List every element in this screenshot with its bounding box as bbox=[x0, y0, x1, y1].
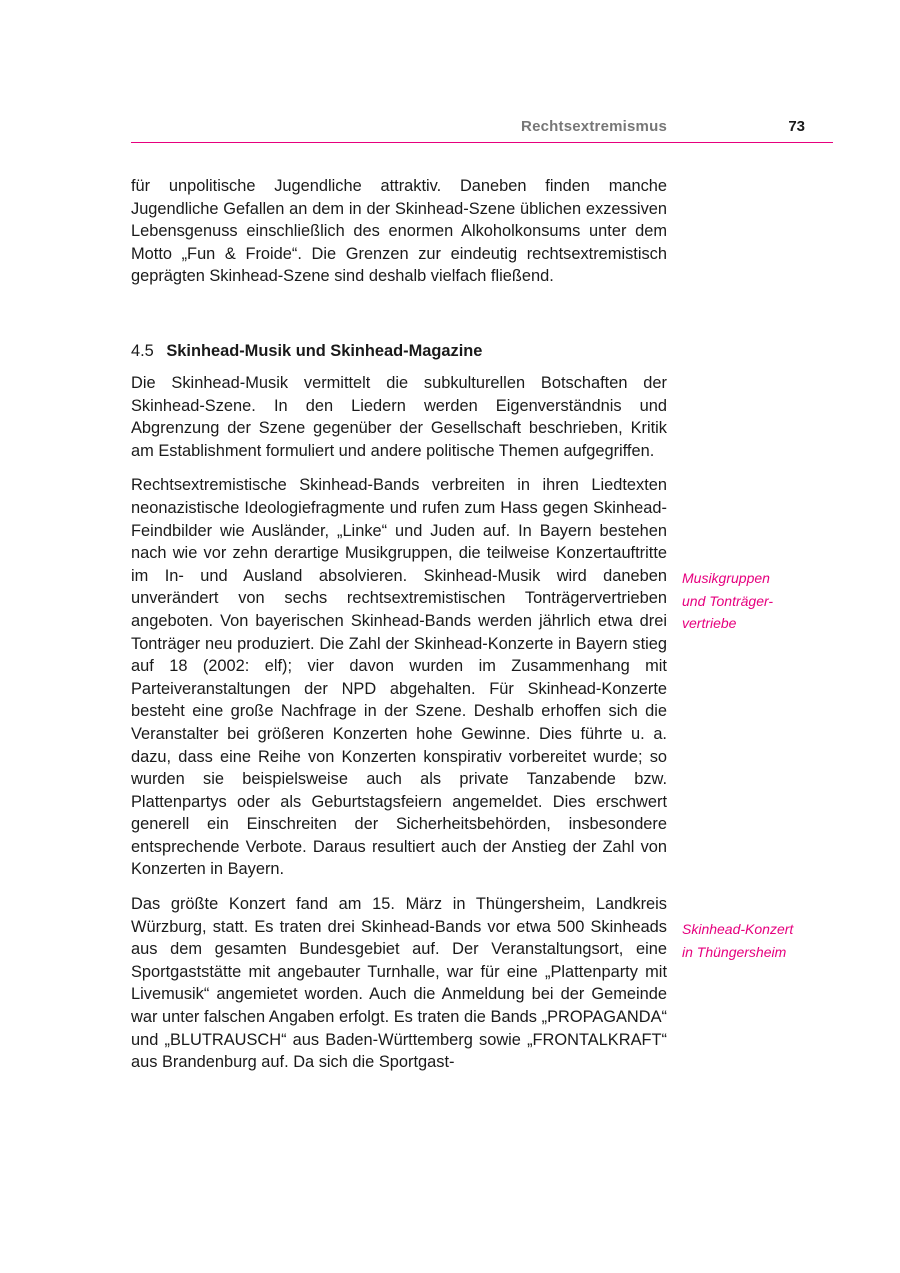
page-number: 73 bbox=[788, 118, 805, 135]
section-number: 4.5 bbox=[131, 342, 154, 360]
running-header bbox=[131, 116, 833, 143]
margin-note-line: Skinhead-Konzert bbox=[682, 921, 794, 937]
chapter-title: Rechtsextremismus bbox=[521, 118, 667, 135]
paragraph-concert: Das größte Konzert fand am 15. März in Thüngersheim, Landkreis Würzburg, statt. Es traten drei Skinhead-Bands vor etwa 500 Skinheads aus dem gesamten Bundesgebiet auf. Der Veranstaltungsort, eine Sportgaststätte mit angebauter Turnhalle, war für eine „Plattenparty mit Livemusik“ angemietet worden. Auch die Anmeldung bei der Gemeinde war unter falschen Angaben erfolgt. Es traten die Bands „PROPAGANDA“ und „BLUTRAUSCH“ aus Baden-Württemberg sowie „FRONTALKRAFT“ aus Brandenburg auf. Da sich die Sportgast- bbox=[131, 895, 667, 1072]
margin-note-line: in Thüngersheim bbox=[682, 943, 787, 960]
margin-note-line: Musikgruppen bbox=[682, 570, 770, 586]
intro-paragraph: für unpolitische Jugendliche attraktiv. Daneben finden manche Jugendliche Gefallen an dem in der Skinhead-Szene üblichen exzessiven Lebensgenuss einschließlich des enormen Alkoholkonsums unter dem Motto „Fun & Froide“. Die Grenzen zur eindeutig rechtsextremistisch geprägten Skinhead-Szene sind deshalb vielfach fließend. bbox=[131, 177, 667, 286]
paragraph-bands: Rechtsextremistische Skinhead-Bands verbreiten in ihren Liedtexten neonazistische Ideologiefragmente und rufen zum Hass gegen Skinhead-Feindbilder wie Ausländer, „Linke“ und Juden auf. In Bayern bestehen nach wie vor zehn derartige Musikgruppen, die teilweise Konzertauftritte im In- und Ausland absolvieren. Skinhead-Musik wird daneben unverändert von sechs rechtsextremistischen Tonträgervertrieben angeboten. Von bayerischen Skinhead-Bands werden jährlich etwa drei Tonträger neu produziert. Die Zahl der Skinhead-Konzerte in Bayern stieg auf 18 (2002: elf); vier davon wurden im Zusammenhang mit Parteiveranstaltungen der NPD abgehalten. Für Skinhead-Konzerte besteht eine große Nachfrage in der Szene. Deshalb erhoffen sich die Veranstalter bei größeren Konzerten hohe Gewinne. Dies führte u. a. dazu, dass eine Reihe von Konzerten konspirativ vorbereitet wurde; so wurden sie beispielsweise auch als private Tanzabende bzw. Plattenpartys oder als Geburtstagsfeiern angemeldet. Dies erschwert generell ein Einschreiten der Sicherheitsbehörden, insbesondere entsprechende Verbote. Daraus resultiert auch der Anstieg der Zahl von Konzerten in Bayern. bbox=[131, 476, 667, 879]
section-title: Skinhead-Musik und Skinhead-Magazine bbox=[166, 342, 483, 360]
margin-note-concert bbox=[682, 918, 832, 963]
intro-block bbox=[131, 175, 667, 300]
margin-note-line: und Tonträger- bbox=[682, 592, 774, 609]
margin-note-line: vertriebe bbox=[682, 615, 737, 632]
section-heading bbox=[131, 340, 667, 362]
section-body bbox=[131, 372, 667, 1086]
margin-note-music-groups bbox=[682, 567, 832, 635]
paragraph-music-intro: Die Skinhead-Musik vermittelt die subkulturellen Botschaften der Skinhead-Szene. In den Liedern werden Eigenverständnis und Abgrenzung der Szene gegenüber der Gesellschaft beschrieben, Kritik am Establishment formuliert und andere politische Themen aufgegriffen. bbox=[131, 374, 667, 460]
